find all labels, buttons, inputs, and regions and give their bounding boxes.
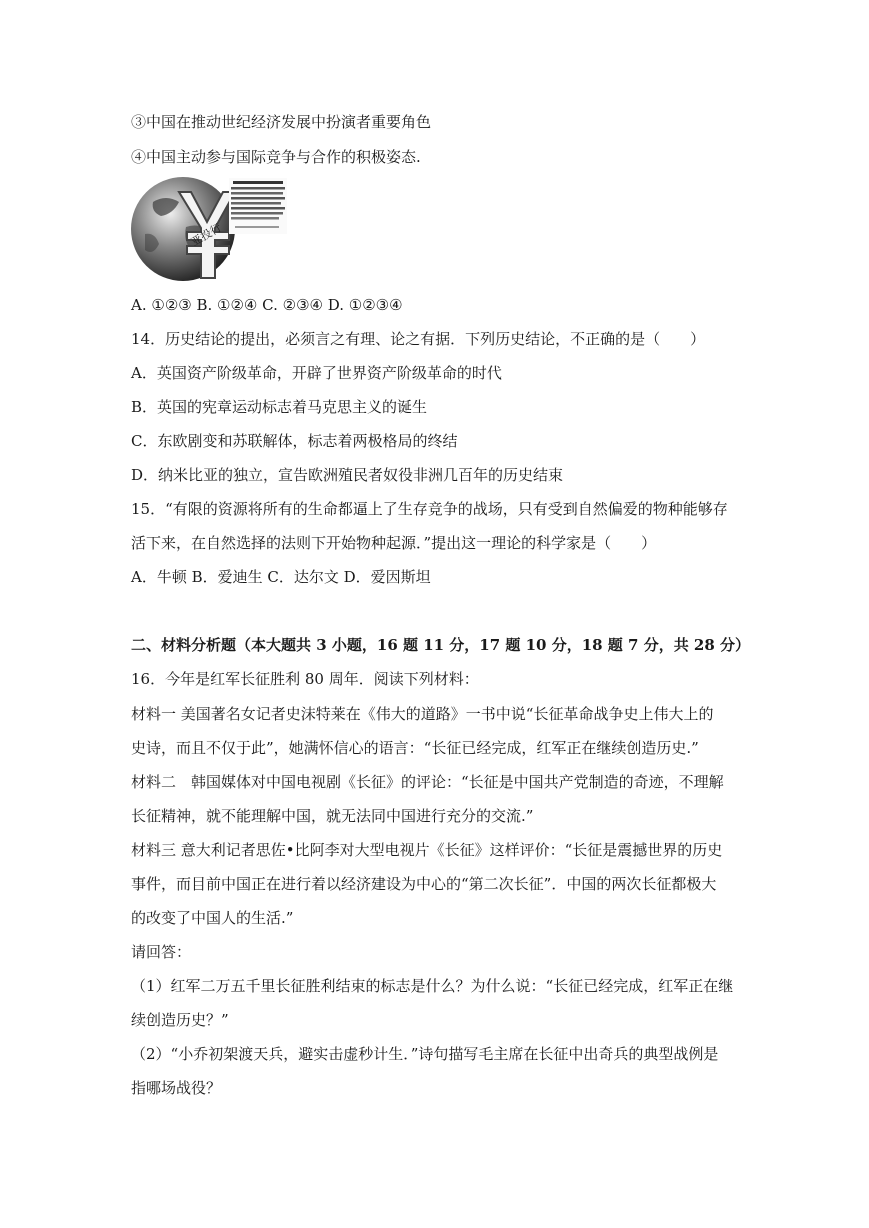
q16-material-2-line-2: 长征精神，就不能理解中国，就无法同中国进行充分的交流.” (131, 807, 534, 825)
svg-text:亚投行: 亚投行 (188, 221, 224, 249)
q16-please-answer: 请回答： (131, 943, 192, 961)
q16-material-2-line-1: 材料二 韩国媒体对中国电视剧《长征》的评论：“长征是中国共产党制造的奇迹，不理解 (131, 773, 724, 791)
q16-material-1-line-2: 史诗，而且不仅于此”，她满怀信心的语言：“长征已经完成，红军正在继续创造历史.” (131, 739, 699, 757)
aiib-globe-figure (131, 172, 291, 284)
section-2-heading: 二、材料分析题（本大题共 3 小题，16 题 11 分，17 题 10 分，18 题 7 分，共 28 分） (131, 636, 751, 654)
q16-sub-2-line-1: （2）“小乔初架渡天兵，避实击虚秒计生．”诗句描写毛主席在长征中出奇兵的典型战例是 (131, 1045, 719, 1063)
q16-material-1-line-1: 材料一 美国著名女记者史沫特莱在《伟大的道路》一书中说“长征革命战争史上伟大上的 (131, 705, 714, 723)
q16-material-3-line-3: 的改变了中国人的生活.” (131, 909, 294, 927)
q16-sub-1-line-2: 续创造历史？” (131, 1011, 229, 1029)
q14-option-d: D．纳米比亚的独立，宣告欧洲殖民者奴役非洲几百年的历史结束 (131, 466, 564, 484)
q16-material-3-line-1: 材料三 意大利记者思佐•比阿李对大型电视片《长征》这样评价：“长征是震撼世界的历史 (131, 841, 723, 859)
text-panel-graphic (229, 178, 287, 234)
q15-stem-line-1: 15．“有限的资源将所有的生命都逼上了生存竞争的战场，只有受到自然偏爱的物种能够存 (131, 500, 728, 518)
q14-option-c: C．东欧剧变和苏联解体，标志着两极格局的终结 (131, 432, 458, 450)
q16-intro: 16．今年是红军长征胜利 80 周年．阅读下列材料： (131, 670, 479, 688)
q16-sub-2-line-2: 指哪场战役？ (131, 1079, 222, 1097)
q14-stem: 14．历史结论的提出，必须言之有理、论之有据．下列历史结论，不正确的是（ ） (131, 330, 706, 348)
q13-statement-4: ④中国主动参与国际竞争与合作的积极姿态. (131, 148, 421, 166)
q14-option-a: A．英国资产阶级革命，开辟了世界资产阶级革命的时代 (131, 364, 502, 382)
q13-statement-3: ③中国在推动世纪经济发展中扮演者重要角色 (131, 113, 432, 131)
q16-sub-1-line-1: （1）红军二万五千里长征胜利结束的标志是什么？为什么说：“长征已经完成，红军正在继 (131, 977, 734, 995)
q16-material-3-line-2: 事件，而目前中国正在进行着以经济建设为中心的“第二次长征”．中国的两次长征都极大 (131, 875, 717, 893)
q15-stem-line-2: 活下来，在自然选择的法则下开始物种起源．”提出这一理论的科学家是（ ） (131, 534, 657, 552)
q14-option-b: B．英国的宪章运动标志着马克思主义的诞生 (131, 398, 428, 416)
q13-options: A. ①②③ B. ①②④ C. ②③④ D. ①②③④ (131, 296, 403, 314)
q15-options: A．牛顿 B．爱迪生 C．达尔文 D．爱因斯坦 (131, 568, 431, 586)
